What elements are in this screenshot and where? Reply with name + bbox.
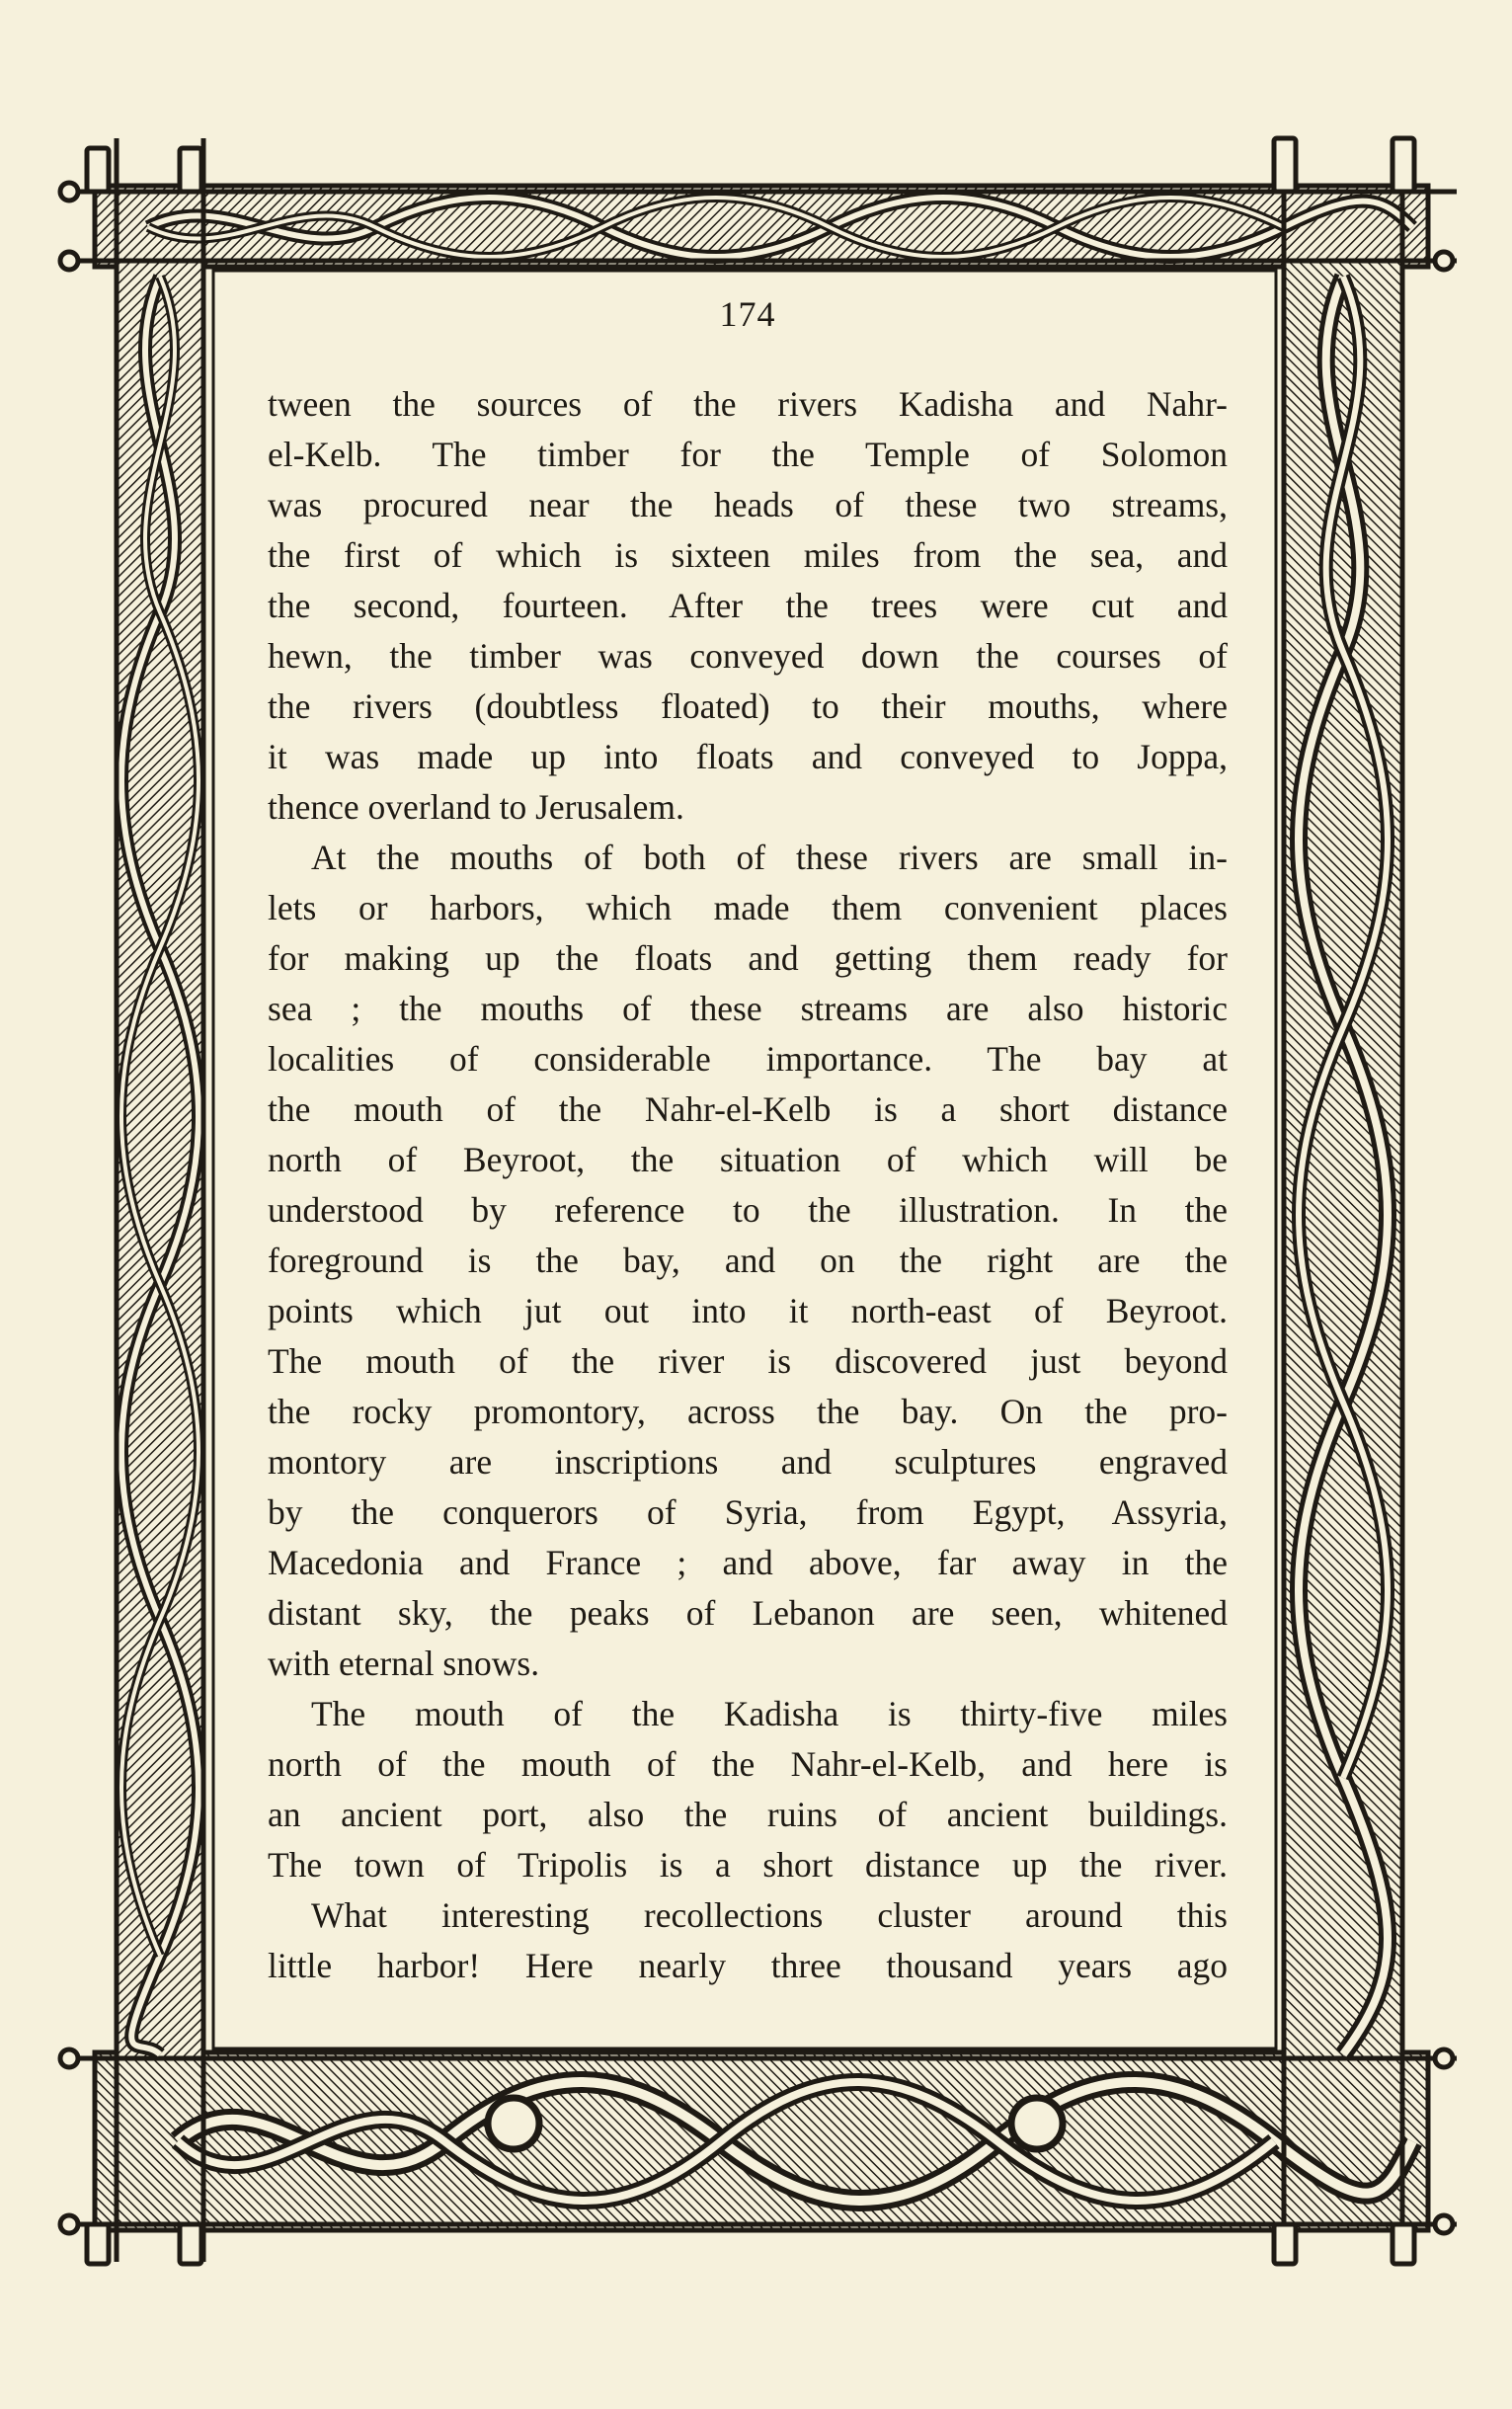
text-line: north of Beyroot, the situation of which will be [268, 1140, 1228, 1179]
text-line: thence overland to Jerusalem. [268, 787, 684, 827]
text-line: tween the sources of the rivers Kadisha and Nahr- [268, 384, 1228, 424]
text-line: foreground is the bay, and on the right are the [268, 1241, 1228, 1280]
text-line: the second, fourteen. After the trees were cut and [268, 586, 1228, 625]
text-line: the rivers (doubtless floated) to their mouths, where [268, 686, 1228, 726]
text-line: the mouth of the Nahr-el-Kelb is a short distance [268, 1089, 1228, 1129]
text-line: distant sky, the peaks of Lebanon are seen, whitened [268, 1593, 1228, 1633]
text-line: by the conquerors of Syria, from Egypt, Assyria, [268, 1492, 1228, 1532]
text-line: points which jut out into it north-east of Beyroot. [268, 1291, 1228, 1330]
text-line: little harbor! Here nearly three thousand years ago [268, 1946, 1228, 1985]
page-number: 174 [719, 294, 776, 334]
text-line: an ancient port, also the ruins of ancient buildings. [268, 1795, 1228, 1834]
text-line: Macedonia and France ; and above, far away in the [268, 1543, 1228, 1582]
text-line: understood by reference to the illustration. In the [268, 1190, 1228, 1230]
left-border-band [117, 138, 225, 2262]
top-border-band [59, 186, 1457, 267]
text-line: it was made up into floats and conveyed to Joppa, [268, 737, 1228, 776]
text-line: At the mouths of both of these rivers are small in- [311, 838, 1228, 877]
text-line: hewn, the timber was conveyed down the courses of [268, 636, 1228, 676]
text-line: The town of Tripolis is a short distance up the river. [268, 1845, 1228, 1885]
text-line: with eternal snows. [268, 1644, 540, 1683]
text-line: sea ; the mouths of these streams are also historic [268, 989, 1228, 1028]
text-line: What interesting recollections cluster around this [311, 1895, 1228, 1935]
text-line: montory are inscriptions and sculptures engraved [268, 1442, 1228, 1482]
text-line: The mouth of the river is discovered just beyond [268, 1341, 1228, 1381]
text-line: for making up the floats and getting them ready for [268, 938, 1228, 978]
text-line: lets or harbors, which made them convenient places [268, 888, 1228, 927]
text-line: north of the mouth of the Nahr-el-Kelb, and here is [268, 1744, 1228, 1784]
bottom-border-band [59, 2052, 1457, 2230]
text-line: the rocky promontory, across the bay. On the pro- [268, 1392, 1228, 1431]
text-line: The mouth of the Kadisha is thirty-five miles [311, 1694, 1228, 1733]
text-line: the first of which is sixteen miles from the sea, and [268, 535, 1228, 575]
text-line: localities of considerable importance. The bay at [268, 1039, 1228, 1079]
text-line: el-Kelb. The timber for the Temple of Solomon [268, 435, 1228, 474]
right-border-band [1266, 138, 1402, 2262]
text-line: was procured near the heads of these two streams, [268, 485, 1228, 524]
